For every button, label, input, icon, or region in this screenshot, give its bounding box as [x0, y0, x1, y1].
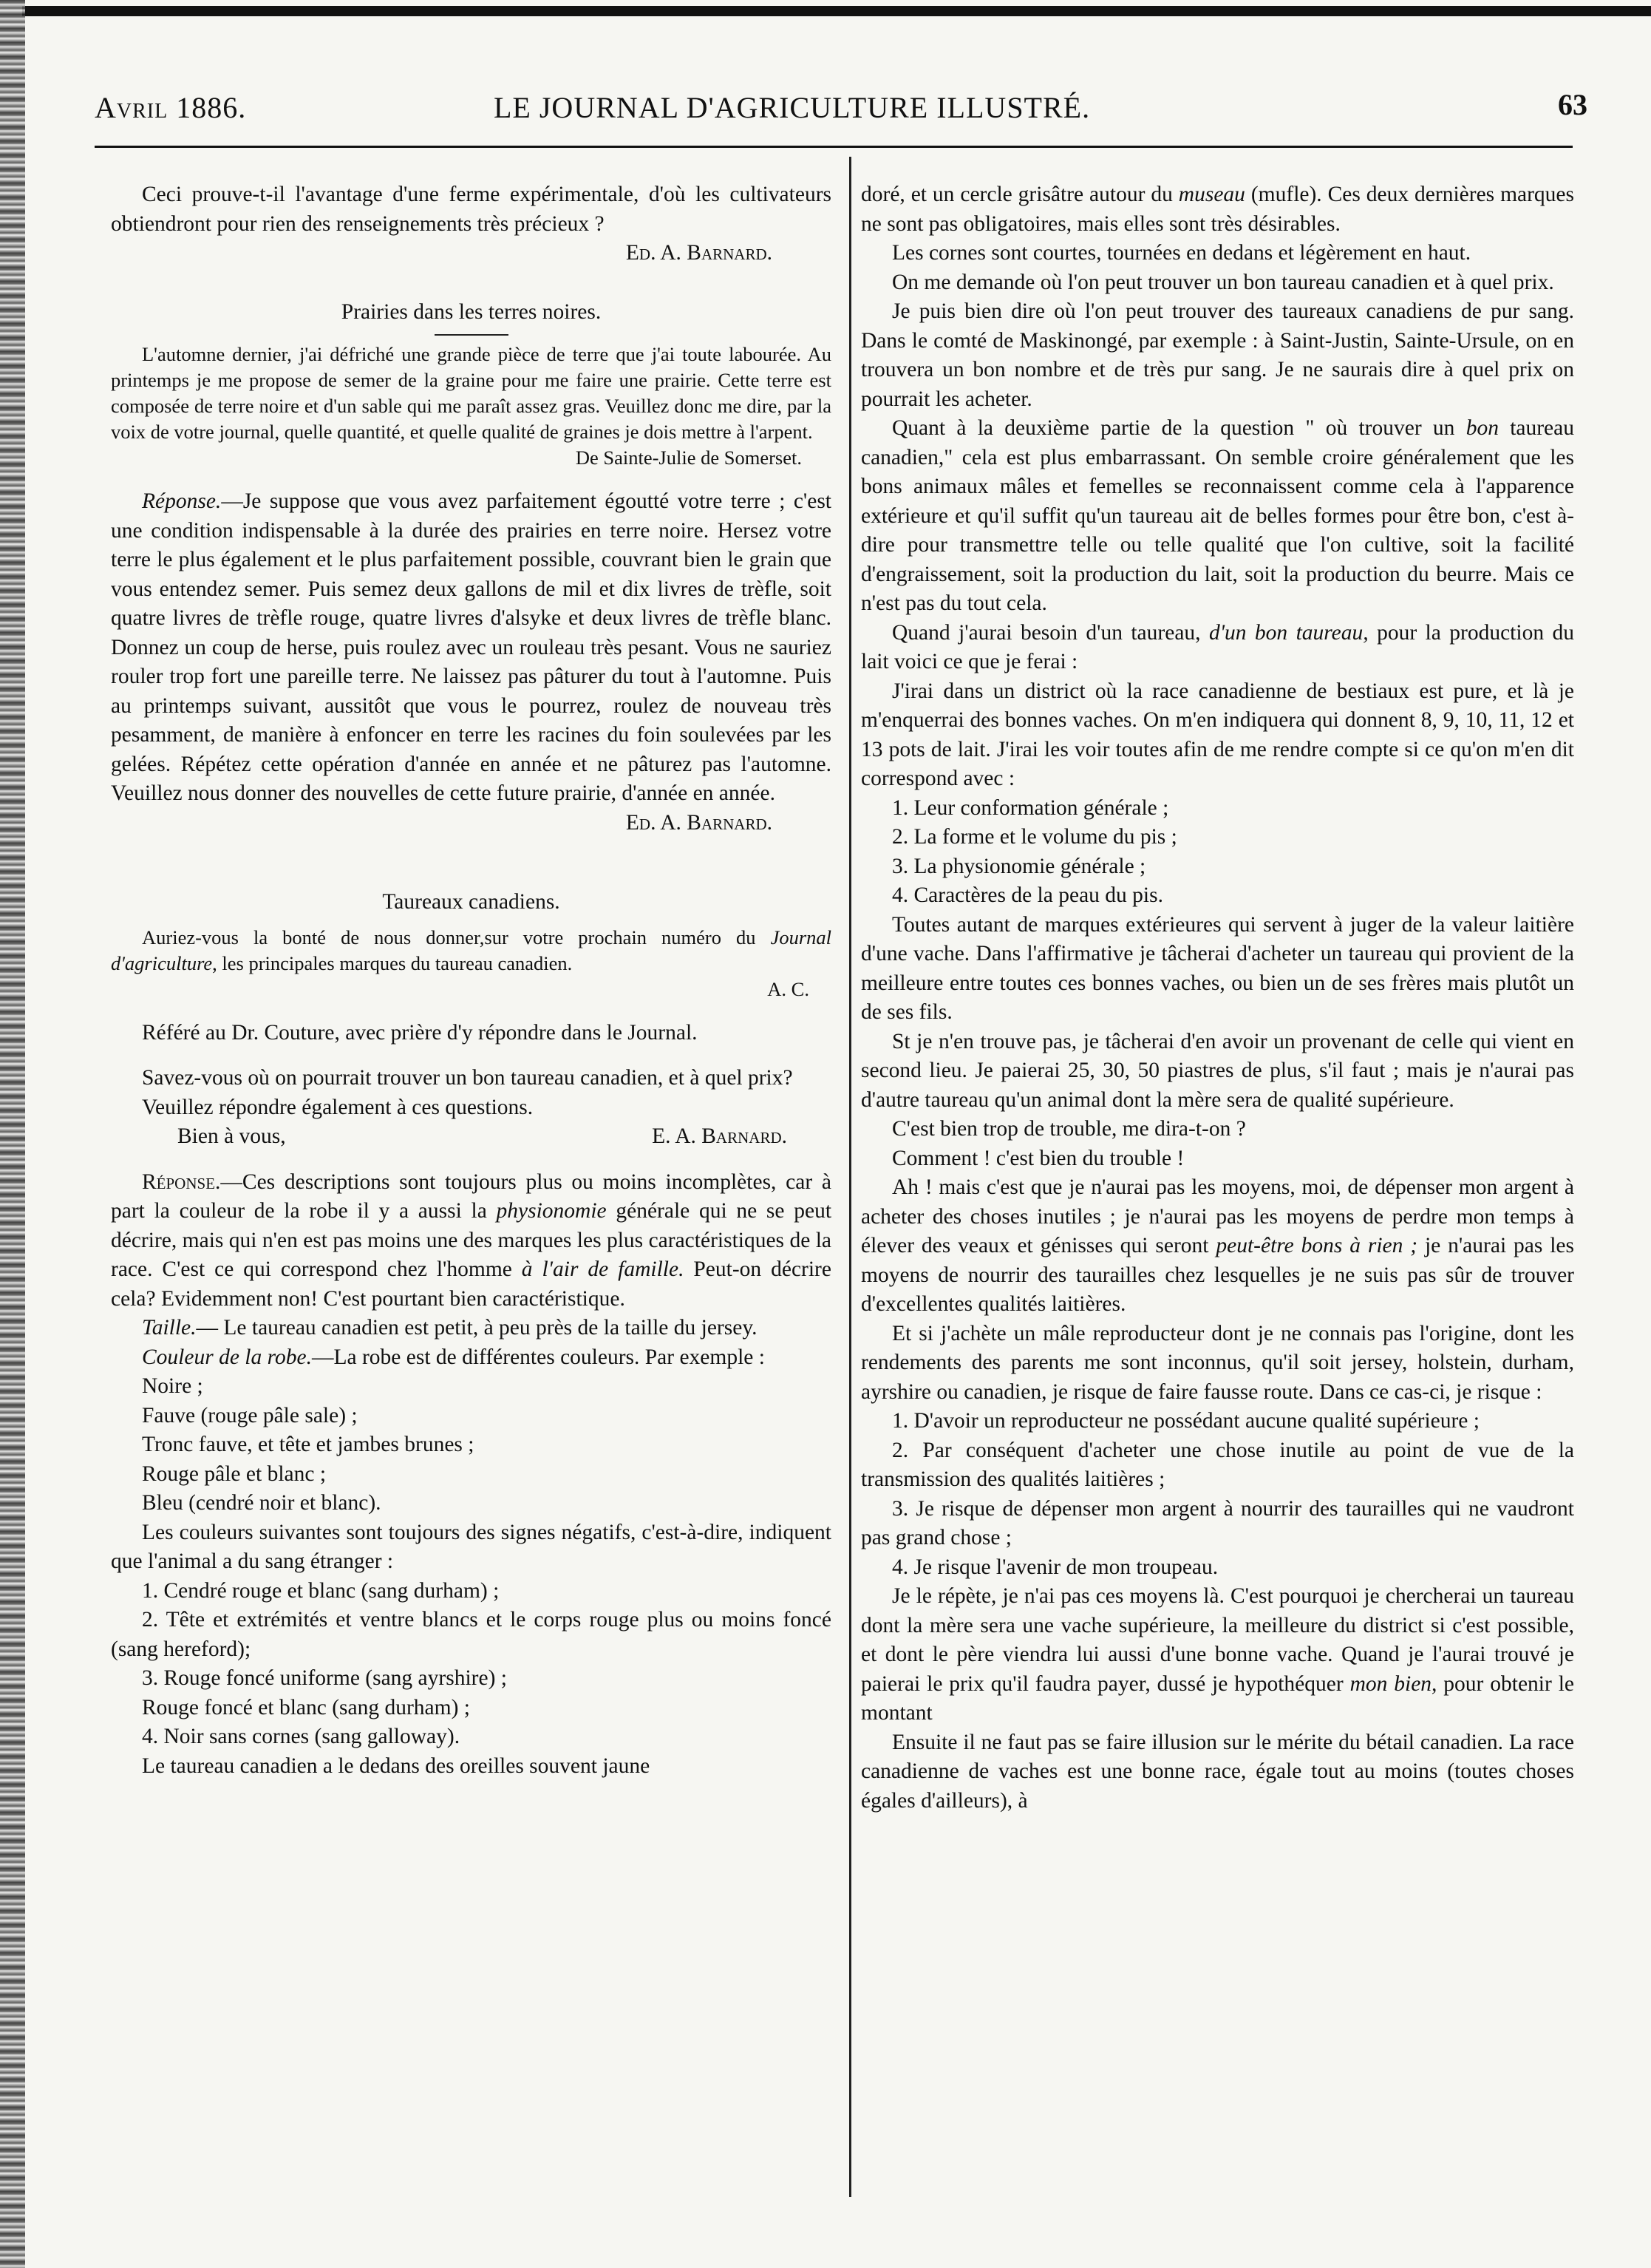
list-item: Fauve (rouge pâle sale) ;: [142, 1403, 358, 1427]
list-item: 1. D'avoir un reproducteur ne possédant aucune qualité supérieure ;: [892, 1409, 1480, 1433]
list-item: Noire ;: [142, 1374, 203, 1398]
column-rule: [849, 157, 851, 2197]
list-item: Tronc fauve, et tête et jambes brunes ;: [142, 1433, 474, 1456]
paragraph: On me demande où l'on peut trouver un bon taureau canadien et à quel prix.: [892, 270, 1554, 294]
paragraph-text: taureau canadien," cela est plus embarrassant. On semble croire généralement que les bons animaux mâles et femelles se reconnaissent comme cela à l'apparence extérieure et qu'il suffit qu'un taureau ait de belles formes pour être bon, c'est à-dire pour transmettre telle ou telle qualité que l'on cultive, soit la facilité d'engraissement, soit la production du lait, soit la production du beurre. Mais ce n'est pas du tout cela.: [861, 416, 1574, 615]
header-date: Avril 1886.: [95, 91, 247, 124]
left-column: [111, 180, 831, 1781]
paragraph: C'est bien trop de trouble, me dira-t-on ?: [892, 1117, 1246, 1141]
savez-paragraph: Savez-vous où on pourrait trouver un bon taureau canadien, et à quel prix?: [142, 1066, 793, 1090]
closing-text: Bien à vous,: [177, 1124, 286, 1148]
list-item: 1. Leur conformation générale ;: [892, 795, 1169, 820]
right-column: [861, 180, 1574, 1816]
paragraph-text: Je le répète, je n'ai pas ces moyens là. C'est pourquoi je chercherai un taureau dont la mère sera une vache supérieure, la meilleure du district si c'est possible, et dont le père viendra lui aussi d'une bonne vache. Quand je l'aurai trouvé je paierai le prix qu'il faudra payer, dussé je hypothéquer: [861, 1584, 1574, 1696]
paragraph: Et si j'achète un mâle reproducteur dont je ne connais pas l'origine, dont les rendements des parents me sont inconnus, qu'il soit jersey, holstein, durham, ayrshire ou canadien, je risque de faire fausse route. Dans ce cas-ci, je risque :: [861, 1321, 1574, 1404]
question-taureaux: [111, 925, 831, 977]
reponse-paragraph: [111, 1168, 831, 1314]
signature: Ed. A. Barnard.: [625, 241, 772, 265]
paragraph-text: — Le taureau canadien est petit, à peu près de la taille du jersey.: [196, 1316, 758, 1340]
header-rule: [95, 146, 1573, 148]
list-item: 2. La forme et le volume du pis ;: [892, 825, 1177, 849]
paragraph: Comment ! c'est bien du trouble !: [892, 1146, 1185, 1170]
last-paragraph: Le taureau canadien a le dedans des oreilles souvent jaune: [142, 1753, 650, 1778]
list-item: 2. Tête et extrémités et ventre blancs et le corps rouge plus ou moins foncé (sang hereford);: [111, 1608, 831, 1661]
closing-signature: [111, 1122, 831, 1152]
paragraph-text: Ah ! mais c'est que je n'aurai pas les moyens, moi, de dépenser mon argent à acheter des choses inutiles ; je n'aurai pas les moyens de perdre mon temps à élever des veaux et génisses qui seront: [861, 1175, 1574, 1257]
refere-paragraph: Référé au Dr. Couture, avec prière d'y répondre dans le Journal.: [142, 1020, 698, 1045]
negatifs-paragraph: Les couleurs suivantes sont toujours des signes négatifs, c'est-à-dire, indiquent que l'animal a du sang étranger :: [111, 1520, 831, 1573]
list-item: 3. La physionomie générale ;: [892, 854, 1146, 878]
answer-prairies: [111, 487, 831, 809]
paragraph: [861, 180, 1574, 239]
paragraph: St je n'en trouve pas, je tâcherai d'en avoir un provenant de celle qui vient en second lieu. Je paierai 25, 30, 50 piastres de plus, s'il faut ; mais je n'aurai pas d'autre taureau qu'un animal dont la mère sera de qualité supérieure.: [861, 1029, 1574, 1112]
list-item: 4. Je risque l'avenir de mon troupeau.: [892, 1555, 1219, 1579]
question-signature: A. C.: [767, 977, 809, 1000]
emphasis: à l'air de famille.: [521, 1257, 684, 1281]
color-list: [111, 1372, 831, 1518]
paragraph: J'irai dans un district où la race canadienne de bestiaux est pure, et là je m'enquerrai des bonnes vaches. On m'en indiquera qui donnent 8, 9, 10, 11, 12 et 13 pots de lait. J'irai les voir toutes afin de me rendre compte si ce qu'on m'en dit correspond avec :: [861, 679, 1574, 790]
intro-paragraph: Ceci prouve-t-il l'avantage d'une ferme expérimentale, d'où les cultivateurs obtiendront pour rien des renseignements très précieux ?: [111, 183, 831, 236]
paragraph: Ensuite il ne faut pas se faire illusion sur le mérite du bétail canadien. La race canadienne de vaches est une bonne race, égale tout au moins (toutes choses égales d'ailleurs), à: [861, 1730, 1574, 1813]
paragraph-text: doré, et un cercle grisâtre autour du: [861, 183, 1179, 206]
page-header: [95, 83, 1587, 127]
journal-title: LE JOURNAL D'AGRICULTURE ILLUSTRÉ.: [494, 91, 1091, 124]
paragraph: [861, 1582, 1574, 1728]
paragraph-text: (mufle). Ces deux dernières marques ne sont pas obligatoires, mais elles sont très désirables.: [861, 183, 1575, 236]
paragraph: [861, 619, 1574, 677]
list-item: Rouge foncé et blanc (sang durham) ;: [142, 1695, 470, 1719]
answer-text: Peut-on décrire cela? Evidemment non! C'est pourtant bien caractéristique.: [111, 1257, 831, 1311]
question-origin: De Sainte-Julie de Somerset.: [575, 447, 802, 469]
section-heading-taureaux: Taureaux canadiens.: [382, 890, 560, 914]
list-item: 4. Noir sans cornes (sang galloway).: [142, 1725, 460, 1748]
list-item: 3. Rouge foncé uniforme (sang ayrshire) ;: [142, 1666, 507, 1690]
answer-text: —Je suppose que vous avez parfaitement égoutté votre terre ; c'est une condition indispensable à la durée des prairies en terre noire. Hersez votre terre le plus également et le plus parfaitement possible, couvrant bien le grain que vous entendez semer. Puis semez deux gallons de mil et dix livres de trèfle, soit quatre livres de trèfle rouge, quatre livres d'alsyke et deux livres de trèfle blanc. Donnez un coup de herse, puis roulez avec un rouleau très pesant. Vous ne sauriez rouler trop fort une pareille terre. Ne laissez pas pâturer du tout à l'automne. Puis au printemps suivant, aussitôt que vous le pourrez, roulez de nouveau très pesamment, de manière à enfoncer en terre les racines du foin soulevées par les gelées. Répétez cette opération d'année en année et ne pâturez pas l'automne. Veuillez nous donner des nouvelles de cette future prairie, d'année en année.: [111, 489, 831, 805]
paragraph-text: —La robe est de différentes couleurs. Par exemple :: [311, 1345, 765, 1369]
top-border-bar: [22, 6, 1651, 16]
veuillez-paragraph: Veuillez répondre également à ces questions.: [142, 1095, 534, 1119]
taille-paragraph: [111, 1314, 831, 1343]
paragraph-text: Quant à la deuxième partie de la question " où trouver un: [892, 416, 1466, 440]
couleur-paragraph: [111, 1343, 831, 1373]
page-number: 63: [1558, 88, 1587, 121]
emphasis: bon: [1466, 416, 1499, 440]
emphasis: peut-être bons à rien ;: [1216, 1234, 1418, 1257]
emphasis: physionomie: [496, 1199, 607, 1223]
list-item: 4. Caractères de la peau du pis.: [892, 883, 1163, 907]
list-item: 2. Par conséquent d'acheter une chose inutile au point de vue de la transmission des qualités laitières ;: [861, 1438, 1574, 1491]
emphasis: museau: [1178, 183, 1245, 206]
paragraph: Les cornes sont courtes, tournées en dedans et légèrement en haut.: [892, 241, 1471, 265]
subheading: Couleur de la robe.: [142, 1345, 312, 1369]
scanned-margin-edge: [0, 0, 25, 2268]
answer-label: Réponse.: [142, 1169, 221, 1194]
emphasis: d'un bon taureau,: [1208, 620, 1369, 645]
signature: Ed. A. Barnard.: [625, 810, 772, 835]
question-text: , les principales marques du taureau canadien.: [212, 951, 573, 974]
signature: E. A. Barnard.: [652, 1124, 787, 1148]
paragraph: Je puis bien dire où l'on peut trouver des taureaux canadiens de pur sang. Dans le comté de Maskinongé, par exemple : à Saint-Justin, Sainte-Ursule, on en trouvera un bon nombre et de très pur sang. Je ne saurais dire à quel prix on pourrait les acheter.: [861, 299, 1574, 411]
heading-rule: [435, 334, 508, 336]
criteria-list: [861, 794, 1574, 911]
paragraph-text: pour obtenir le montant: [861, 1671, 1574, 1725]
paragraph-text: pour la production du lait voici ce que je ferai :: [861, 620, 1574, 673]
subheading: Taille.: [142, 1316, 197, 1340]
paragraph-text: Quand j'aurai besoin d'un taureau,: [892, 620, 1209, 645]
answer-text: —Ces descriptions sont toujours plus ou moins incomplètes, car à part la couleur de la robe il y a aussi la: [111, 1169, 831, 1223]
section-heading-prairies: Prairies dans les terres noires.: [341, 299, 602, 324]
question-text: Auriez-vous la bonté de nous donner,sur votre prochain numéro du: [142, 926, 771, 948]
answer-label: Réponse.: [142, 489, 222, 513]
paragraph: [861, 414, 1574, 619]
answer-text: générale qui ne se peut décrire, mais qui n'en est pas moins une des marques les plus caractéristiques de la race. C'est ce qui correspond chez l'homme: [111, 1199, 832, 1281]
list-item: 3. Je risque de dépenser mon argent à nourrir des taurailles qui ne vaudront pas grand chose ;: [861, 1496, 1574, 1549]
paragraph: [861, 1173, 1574, 1320]
question-prairies: L'automne dernier, j'ai défriché une grande pièce de terre que j'ai toute labourée. Au printemps je me propose de semer de la graine pour me faire une prairie. Cette terre est composée de terre noire et d'un sable qui me paraît assez gras. Veuillez donc me dire, par la voix de votre journal, quelle quantité, et quelle qualité de graines je dois mettre à l'arpent.: [111, 343, 831, 443]
list-item: Bleu (cendré noir et blanc).: [142, 1491, 381, 1515]
list-item: 1. Cendré rouge et blanc (sang durham) ;: [142, 1578, 500, 1603]
emphasis: mon bien,: [1349, 1671, 1437, 1696]
journal-name: Journal d'agriculture: [111, 926, 831, 974]
list-item: Rouge pâle et blanc ;: [142, 1461, 327, 1486]
paragraph-text: je n'aurai pas les moyens de nourrir des taurailles chez lesquelles je ne suis pas sûr de trouver d'excellentes qualités laitières.: [861, 1234, 1574, 1316]
paragraph: Toutes autant de marques extérieures qui servent à juger de la valeur laitière d'une vache. Dans l'affirmative je tâcherai d'acheter un taureau qui provient de la meilleure entre toutes ces bonnes vaches, ou bien un de ses frères mais plutôt un de ses fils.: [861, 912, 1574, 1024]
